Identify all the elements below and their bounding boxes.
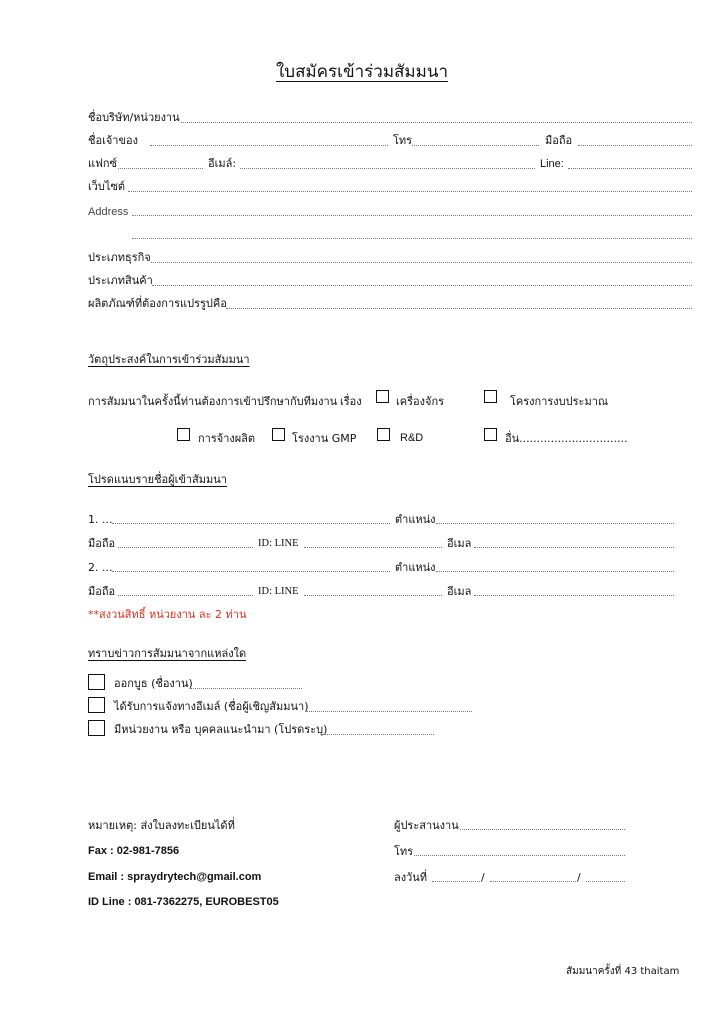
fax-label: แฟกซ์ xyxy=(88,157,118,170)
fax-field[interactable] xyxy=(118,168,203,169)
product-type-label: ประเภทสินค้า xyxy=(88,274,153,287)
coordinator-field[interactable] xyxy=(460,829,625,830)
date-year-field[interactable] xyxy=(586,881,625,882)
business-type-field[interactable] xyxy=(151,262,692,263)
source-referral-field[interactable] xyxy=(322,734,434,735)
option-other-label: อื่น............................... xyxy=(505,432,628,445)
line-field[interactable] xyxy=(568,168,692,169)
contact-fax: Fax : 02-981-7856 xyxy=(88,845,180,857)
phone-label: โทร xyxy=(393,134,413,147)
address-label: Address xyxy=(88,206,129,218)
website-field[interactable] xyxy=(128,191,692,192)
date-separator-2: / xyxy=(577,871,581,884)
attendee-1-name-field[interactable] xyxy=(112,523,390,524)
checkbox-source-booth[interactable] xyxy=(88,674,105,690)
contact-note: หมายเหตุ: ส่งใบลงทะเบียนได้ที่ xyxy=(88,819,235,832)
owner-label: ชื่อเจ้าของ xyxy=(88,134,138,147)
source-booth-field[interactable] xyxy=(190,688,302,689)
attendee-1-email-field[interactable] xyxy=(474,547,674,548)
checkbox-rnd[interactable] xyxy=(377,428,390,441)
objective-question: การสัมมนาในครั้งนี้ท่านต้องการเข้าปรึกษากับทีมงาน xyxy=(88,395,338,408)
checkbox-gmp-factory[interactable] xyxy=(272,428,285,441)
mobile-label: มือถือ xyxy=(545,134,573,147)
address-field-line-2[interactable] xyxy=(132,238,692,239)
coordinator-phone-field[interactable] xyxy=(414,855,625,856)
option-gmp-factory-label: โรงงาน GMP xyxy=(292,432,357,445)
attendee-1-line-label: ID: LINE xyxy=(258,538,299,549)
mobile-field[interactable] xyxy=(578,145,692,146)
source-referral-label: มีหน่วยงาน หรือ บุคคลแนะนำมา (โปรดระบุ) xyxy=(114,723,328,736)
objective-heading: วัตถุประสงค์ในการเข้าร่วมสัมมนา xyxy=(88,353,250,366)
checkbox-machinery[interactable] xyxy=(376,390,389,403)
business-type-label: ประเภทธุรกิจ xyxy=(88,251,151,264)
attendee-1-position-label: ตำแหน่ง xyxy=(395,513,436,526)
checkbox-contract-manufacturing[interactable] xyxy=(177,428,190,441)
page-title: ใบสมัครเข้าร่วมสัมมนา xyxy=(276,62,448,82)
attendees-heading: โปรดแนบรายชื่อผู้เข้าสัมมนา xyxy=(88,473,227,486)
date-label: ลงวันที่ xyxy=(394,871,428,884)
email-label: อีเมล์: xyxy=(208,157,237,170)
option-rnd-label: R&D xyxy=(400,432,424,444)
attendee-2-position-field[interactable] xyxy=(436,571,674,572)
source-heading: ทราบข่าวการสัมมนาจากแหล่งใด xyxy=(88,647,247,660)
address-field-line-1[interactable] xyxy=(132,215,692,216)
contact-email: Email : spraydrytech@gmail.com xyxy=(88,871,262,883)
attendee-1-line-field[interactable] xyxy=(304,547,442,548)
source-booth-label: ออกบูธ (ชื่องาน) xyxy=(114,677,193,690)
owner-field[interactable] xyxy=(150,145,388,146)
phone-field[interactable] xyxy=(412,145,539,146)
checkbox-source-email[interactable] xyxy=(88,697,105,713)
attendee-2-email-label: อีเมล xyxy=(447,585,472,598)
date-month-field[interactable] xyxy=(490,881,576,882)
date-separator-1: / xyxy=(481,871,485,884)
attendee-2-line-field[interactable] xyxy=(304,595,442,596)
date-day-field[interactable] xyxy=(432,881,480,882)
coordinator-label: ผู้ประสานงาน xyxy=(394,819,459,832)
source-email-label: ได้รับการแจ้งทางอีเมล์ (ชื่อผู้เชิญสัมมนา) xyxy=(114,700,309,713)
checkbox-other[interactable] xyxy=(484,428,497,441)
attendee-1-mobile-field[interactable] xyxy=(118,547,253,548)
objective-topic-label: เรื่อง xyxy=(340,395,362,408)
attendee-2-line-label: ID: LINE xyxy=(258,586,299,597)
attendee-2-position-label: ตำแหน่ง xyxy=(395,561,436,574)
product-type-field[interactable] xyxy=(152,285,692,286)
attendee-2-mobile-field[interactable] xyxy=(118,595,253,596)
attendee-1-email-label: อีเมล xyxy=(447,537,472,550)
attendee-1-index: 1. ... xyxy=(88,513,113,526)
footer-label: สัมมนาครั้งที่ 43 thaitam xyxy=(566,966,680,977)
attendee-2-email-field[interactable] xyxy=(474,595,674,596)
attendee-limit-note: **สงวนสิทธิ์ หน่วยงาน ละ 2 ท่าน xyxy=(88,608,247,621)
checkbox-source-referral[interactable] xyxy=(88,720,105,736)
coordinator-phone-label: โทร xyxy=(394,845,414,858)
processing-product-label: ผลิตภัณฑ์ที่ต้องการแปรรูปคือ xyxy=(88,297,227,310)
attendee-1-position-field[interactable] xyxy=(436,523,674,524)
website-label: เว็บไซต์ xyxy=(88,180,126,193)
option-budget-project-label: โครงการงบประมาณ xyxy=(510,395,609,408)
attendee-2-name-field[interactable] xyxy=(112,571,390,572)
attendee-1-mobile-label: มือถือ xyxy=(88,537,116,550)
option-contract-manufacturing-label: การจ้างผลิต xyxy=(198,432,256,445)
company-field[interactable] xyxy=(181,122,692,123)
checkbox-budget-project[interactable] xyxy=(484,390,497,403)
attendee-2-mobile-label: มือถือ xyxy=(88,585,116,598)
email-field[interactable] xyxy=(240,168,535,169)
source-email-field[interactable] xyxy=(306,711,472,712)
line-label: Line: xyxy=(540,158,564,170)
option-machinery-label: เครื่องจักร xyxy=(396,395,445,408)
processing-product-field[interactable] xyxy=(226,308,692,309)
contact-line: ID Line : 081-7362275, EUROBEST05 xyxy=(88,896,279,908)
attendee-2-index: 2. ... xyxy=(88,561,113,574)
company-label: ชื่อบริษัท/หน่วยงาน xyxy=(88,111,180,124)
